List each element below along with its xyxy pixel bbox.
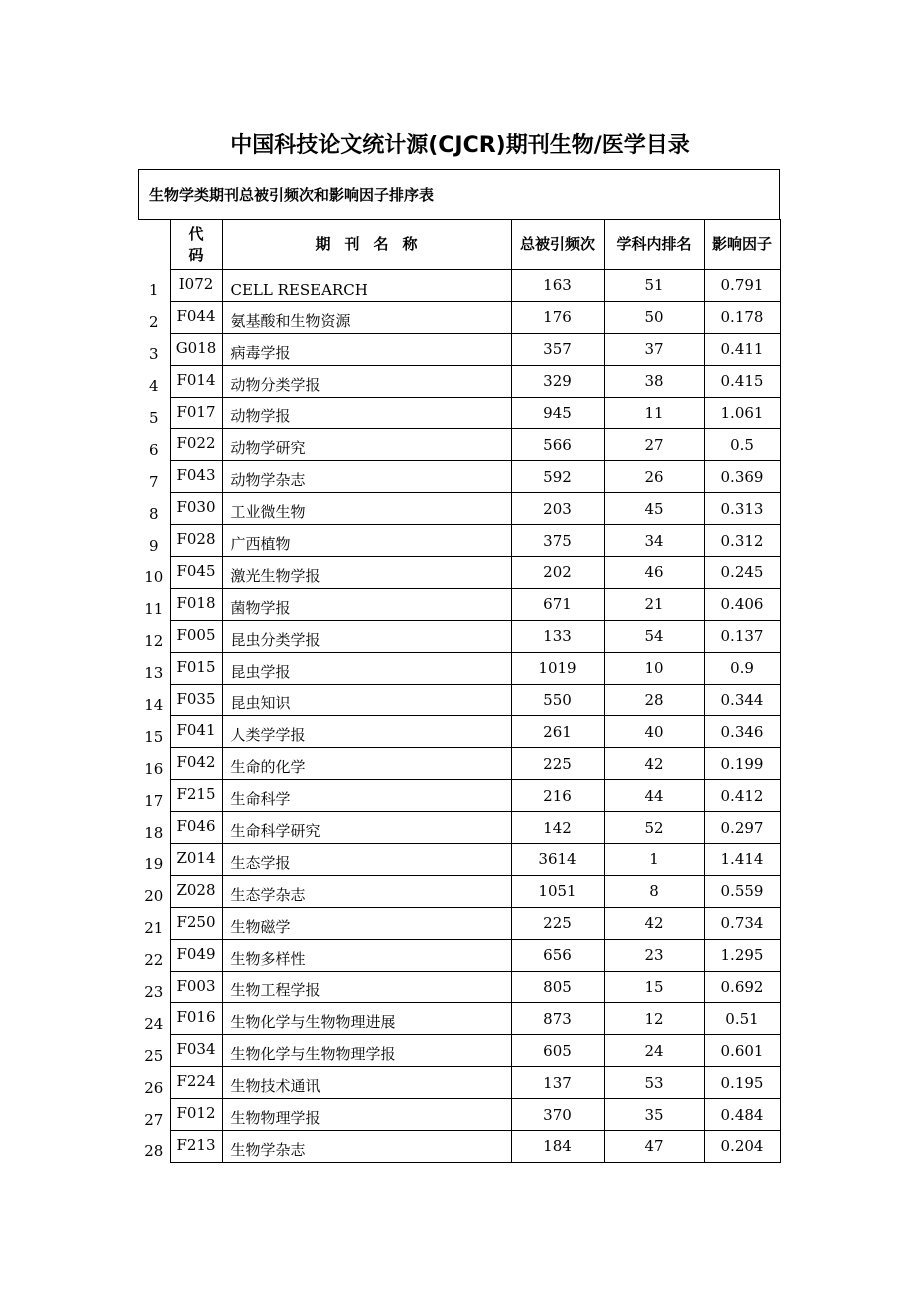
journal-code: Z014: [170, 844, 222, 876]
impact-factor: 0.412: [704, 780, 780, 812]
total-citations: 656: [511, 939, 604, 971]
total-citations: 370: [511, 1099, 604, 1131]
journal-code: F005: [170, 620, 222, 652]
discipline-rank: 15: [604, 971, 704, 1003]
table-row: [138, 620, 780, 652]
total-citations: 357: [511, 333, 604, 365]
discipline-rank: 28: [604, 684, 704, 716]
journal-name: 工业微生物: [222, 493, 511, 525]
impact-factor: 0.245: [704, 557, 780, 589]
table-row: [138, 301, 780, 333]
journal-code: F016: [170, 1003, 222, 1035]
total-citations: 945: [511, 397, 604, 429]
journal-table: [138, 219, 781, 1163]
total-citations: 137: [511, 1067, 604, 1099]
journal-code: F250: [170, 907, 222, 939]
table-row: [138, 875, 780, 907]
impact-factor: 0.344: [704, 684, 780, 716]
table-row: [138, 748, 780, 780]
row-number: 2: [148, 313, 159, 332]
row-number: 11: [144, 600, 164, 619]
journal-code: F015: [170, 652, 222, 684]
impact-factor: 0.559: [704, 875, 780, 907]
journal-name: 昆虫知识: [222, 684, 511, 716]
journal-name: 生物学杂志: [222, 1131, 511, 1163]
discipline-rank: 8: [604, 875, 704, 907]
table-row: [138, 493, 780, 525]
journal-code: F028: [170, 525, 222, 557]
impact-factor: 0.313: [704, 493, 780, 525]
table-row: [138, 1131, 780, 1163]
header-row: [138, 220, 780, 270]
total-citations: 566: [511, 429, 604, 461]
table-row: [138, 333, 780, 365]
discipline-rank: 12: [604, 1003, 704, 1035]
discipline-rank: 27: [604, 429, 704, 461]
impact-factor: 0.297: [704, 812, 780, 844]
total-citations: 225: [511, 907, 604, 939]
journal-code: I072: [170, 270, 222, 302]
header-num: [138, 220, 170, 270]
journal-name: 生物磁学: [222, 907, 511, 939]
discipline-rank: 34: [604, 525, 704, 557]
discipline-rank: 37: [604, 333, 704, 365]
row-number: 9: [148, 536, 159, 555]
table-row: [138, 939, 780, 971]
discipline-rank: 46: [604, 557, 704, 589]
discipline-rank: 24: [604, 1035, 704, 1067]
impact-factor: 0.199: [704, 748, 780, 780]
impact-factor: 0.734: [704, 907, 780, 939]
total-citations: 225: [511, 748, 604, 780]
journal-code: F224: [170, 1067, 222, 1099]
impact-factor: 0.137: [704, 620, 780, 652]
journal-code: F045: [170, 557, 222, 589]
table-row: [138, 270, 780, 302]
discipline-rank: 23: [604, 939, 704, 971]
journal-code: F012: [170, 1099, 222, 1131]
journal-name: 氨基酸和生物资源: [222, 301, 511, 333]
total-citations: 142: [511, 812, 604, 844]
journal-name: 人类学学报: [222, 716, 511, 748]
journal-code: F215: [170, 780, 222, 812]
journal-code: G018: [170, 333, 222, 365]
journal-name: 生命科学: [222, 780, 511, 812]
journal-code: F030: [170, 493, 222, 525]
row-number: 15: [144, 727, 164, 746]
journal-name: 生物化学与生物物理学报: [222, 1035, 511, 1067]
discipline-rank: 10: [604, 652, 704, 684]
discipline-rank: 42: [604, 748, 704, 780]
total-citations: 605: [511, 1035, 604, 1067]
journal-name: 动物学杂志: [222, 461, 511, 493]
impact-factor: 0.369: [704, 461, 780, 493]
table-row: [138, 525, 780, 557]
row-number: 24: [144, 1014, 164, 1033]
impact-factor: 0.692: [704, 971, 780, 1003]
journal-name: 生物物理学报: [222, 1099, 511, 1131]
impact-factor: 0.9: [704, 652, 780, 684]
discipline-rank: 53: [604, 1067, 704, 1099]
journal-code: F035: [170, 684, 222, 716]
table-row: [138, 780, 780, 812]
row-number: 16: [144, 759, 164, 778]
total-citations: 203: [511, 493, 604, 525]
journal-name: 生物多样性: [222, 939, 511, 971]
row-number: 22: [144, 951, 164, 970]
journal-name: 生命的化学: [222, 748, 511, 780]
impact-factor: 0.411: [704, 333, 780, 365]
journal-code: F041: [170, 716, 222, 748]
total-citations: 592: [511, 461, 604, 493]
table-row: [138, 716, 780, 748]
discipline-rank: 42: [604, 907, 704, 939]
journal-code: F043: [170, 461, 222, 493]
row-number: 8: [148, 504, 159, 523]
total-citations: 375: [511, 525, 604, 557]
row-number: 28: [144, 1142, 164, 1161]
journal-name: 生物技术通讯: [222, 1067, 511, 1099]
row-number: 10: [144, 568, 164, 587]
impact-factor: 0.195: [704, 1067, 780, 1099]
impact-factor: 0.346: [704, 716, 780, 748]
row-number: 19: [144, 855, 164, 874]
row-number: 4: [148, 377, 159, 396]
row-number: 1: [148, 281, 159, 300]
table-row: [138, 1099, 780, 1131]
journal-code: F046: [170, 812, 222, 844]
impact-factor: 0.51: [704, 1003, 780, 1035]
impact-factor: 0.415: [704, 365, 780, 397]
row-number: 20: [144, 887, 164, 906]
table-row: [138, 971, 780, 1003]
total-citations: 805: [511, 971, 604, 1003]
journal-code: F003: [170, 971, 222, 1003]
impact-factor: 0.484: [704, 1099, 780, 1131]
row-number: 13: [144, 664, 164, 683]
journal-name: 昆虫分类学报: [222, 620, 511, 652]
total-citations: 671: [511, 588, 604, 620]
row-number: 12: [144, 632, 164, 651]
impact-factor: 0.204: [704, 1131, 780, 1163]
journal-name: 动物学报: [222, 397, 511, 429]
impact-factor: 0.601: [704, 1035, 780, 1067]
row-number: 25: [144, 1046, 164, 1065]
discipline-rank: 51: [604, 270, 704, 302]
discipline-rank: 11: [604, 397, 704, 429]
discipline-rank: 40: [604, 716, 704, 748]
journal-code: F017: [170, 397, 222, 429]
table-row: [138, 429, 780, 461]
journal-name: 生命科学研究: [222, 812, 511, 844]
total-citations: 1051: [511, 875, 604, 907]
journal-code: F213: [170, 1131, 222, 1163]
table-row: [138, 588, 780, 620]
table-row: [138, 1035, 780, 1067]
journal-name: 动物学研究: [222, 429, 511, 461]
discipline-rank: 45: [604, 493, 704, 525]
impact-factor: 1.061: [704, 397, 780, 429]
total-citations: 176: [511, 301, 604, 333]
table-row: [138, 907, 780, 939]
journal-code: F014: [170, 365, 222, 397]
discipline-rank: 35: [604, 1099, 704, 1131]
journal-name: 广西植物: [222, 525, 511, 557]
table-row: [138, 461, 780, 493]
row-number: 5: [148, 408, 159, 427]
total-citations: 163: [511, 270, 604, 302]
row-number: 23: [144, 982, 164, 1001]
journal-name: 激光生物学报: [222, 557, 511, 589]
impact-factor: 0.406: [704, 588, 780, 620]
row-number: 7: [148, 472, 159, 491]
total-citations: 184: [511, 1131, 604, 1163]
table-caption: 生物学类期刊总被引频次和影响因子排序表: [138, 169, 780, 220]
row-number: 17: [144, 791, 164, 810]
row-number: 6: [148, 440, 159, 459]
header-impact: 影响因子: [704, 220, 780, 270]
total-citations: 329: [511, 365, 604, 397]
table-row: [138, 365, 780, 397]
table-row: [138, 684, 780, 716]
total-citations: 202: [511, 557, 604, 589]
discipline-rank: 54: [604, 620, 704, 652]
total-citations: 550: [511, 684, 604, 716]
impact-factor: 0.312: [704, 525, 780, 557]
header-code: 代码: [170, 220, 222, 270]
journal-name: 生物化学与生物物理进展: [222, 1003, 511, 1035]
discipline-rank: 26: [604, 461, 704, 493]
impact-factor: 1.414: [704, 844, 780, 876]
table-row: [138, 844, 780, 876]
journal-name: 菌物学报: [222, 588, 511, 620]
impact-factor: 0.791: [704, 270, 780, 302]
table-row: [138, 1067, 780, 1099]
journal-code: F034: [170, 1035, 222, 1067]
impact-factor: 0.178: [704, 301, 780, 333]
row-number: 27: [144, 1110, 164, 1129]
impact-factor: 0.5: [704, 429, 780, 461]
total-citations: 1019: [511, 652, 604, 684]
total-citations: 216: [511, 780, 604, 812]
discipline-rank: 38: [604, 365, 704, 397]
total-citations: 133: [511, 620, 604, 652]
journal-name: 生态学杂志: [222, 875, 511, 907]
row-number: 3: [148, 345, 159, 364]
journal-code: F018: [170, 588, 222, 620]
table-row: [138, 1003, 780, 1035]
journal-code: F049: [170, 939, 222, 971]
discipline-rank: 52: [604, 812, 704, 844]
journal-code: F044: [170, 301, 222, 333]
journal-name: 病毒学报: [222, 333, 511, 365]
row-number: 14: [144, 695, 164, 714]
table-row: [138, 397, 780, 429]
journal-code: F042: [170, 748, 222, 780]
discipline-rank: 44: [604, 780, 704, 812]
journal-name: 动物分类学报: [222, 365, 511, 397]
header-name: 期刊名称: [222, 220, 511, 270]
header-rank: 学科内排名: [604, 220, 704, 270]
journal-code: F022: [170, 429, 222, 461]
header-cites: 总被引频次: [511, 220, 604, 270]
row-number: 26: [144, 1078, 164, 1097]
row-number: 18: [144, 823, 164, 842]
journal-name: 生态学报: [222, 844, 511, 876]
discipline-rank: 50: [604, 301, 704, 333]
total-citations: 261: [511, 716, 604, 748]
discipline-rank: 47: [604, 1131, 704, 1163]
table-body: [138, 270, 780, 1163]
journal-name: 昆虫学报: [222, 652, 511, 684]
journal-name: 生物工程学报: [222, 971, 511, 1003]
table-row: [138, 812, 780, 844]
journal-name: CELL RESEARCH: [222, 270, 511, 302]
table-row: [138, 652, 780, 684]
discipline-rank: 1: [604, 844, 704, 876]
page-title: 中国科技论文统计源(CJCR)期刊生物/医学目录: [230, 133, 690, 158]
total-citations: 3614: [511, 844, 604, 876]
impact-factor: 1.295: [704, 939, 780, 971]
row-number: 21: [144, 919, 164, 938]
journal-code: Z028: [170, 875, 222, 907]
total-citations: 873: [511, 1003, 604, 1035]
table-row: [138, 557, 780, 589]
discipline-rank: 21: [604, 588, 704, 620]
